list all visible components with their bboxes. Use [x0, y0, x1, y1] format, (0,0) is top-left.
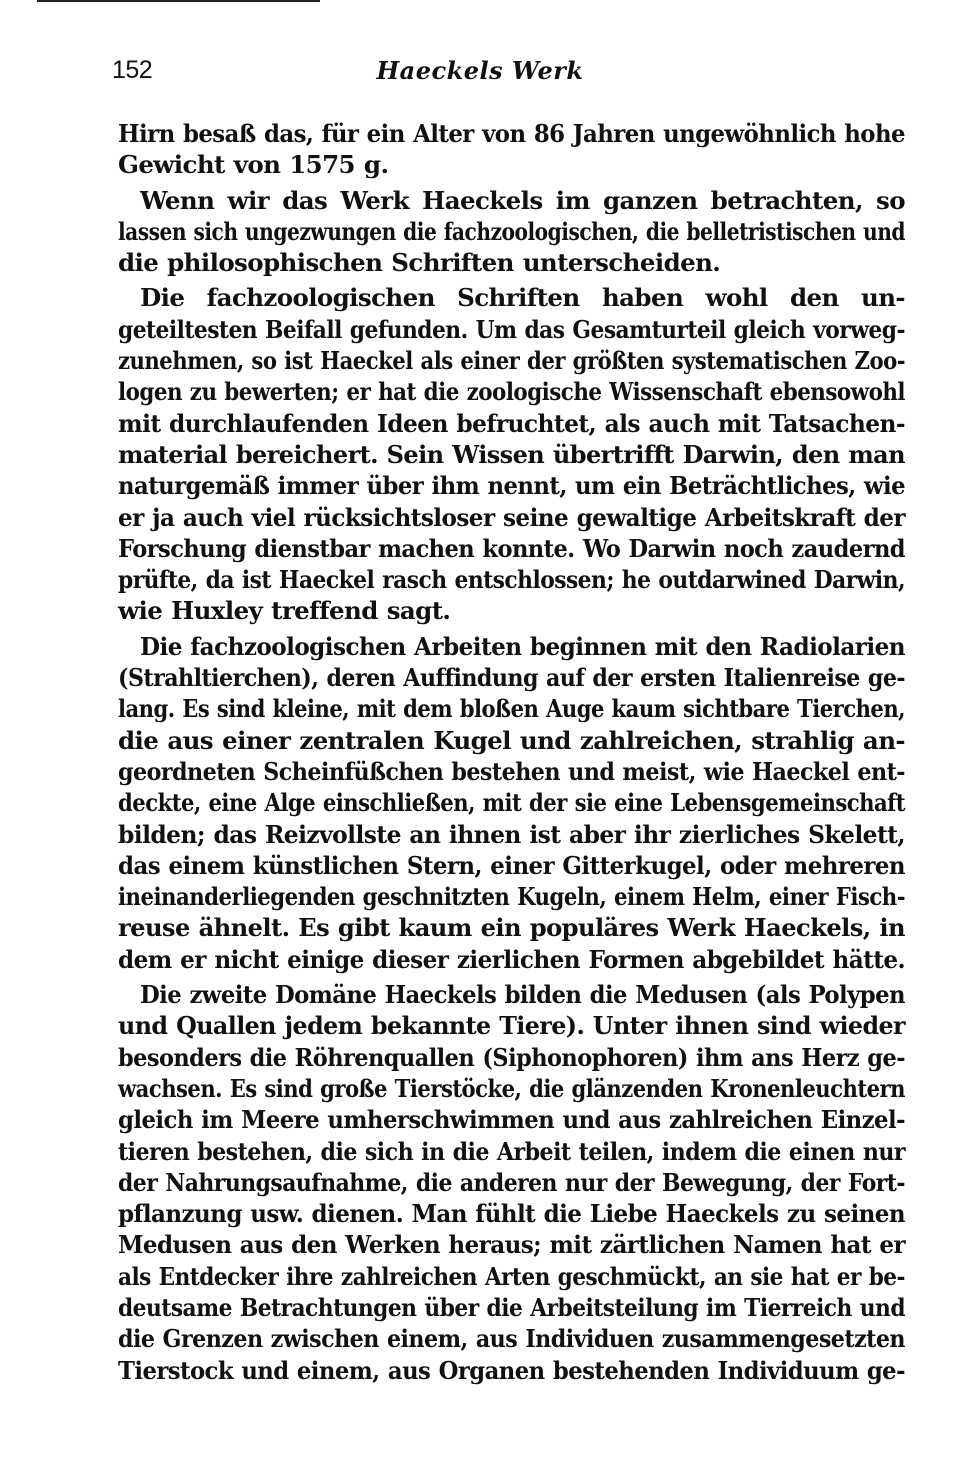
- text-line: deutsame Betrachtungen über die Arbeitsteilung im Tierreich und: [118, 1292, 906, 1322]
- text-line: naturgemäß immer über ihm nennt, um ein Beträchtliches, wie: [118, 471, 906, 501]
- text-line: Tierstock und einem, aus Organen bestehenden Individuum ge-: [118, 1355, 905, 1385]
- paragraph: [118, 631, 905, 975]
- text-line: lassen sich ungezwungen die fachzoologischen, die belletristischen und: [118, 216, 906, 246]
- paragraph: [118, 118, 905, 181]
- text-line: Die fachzoologischen Arbeiten beginnen mit den Radiolarien: [140, 631, 906, 661]
- text-line: als Entdecker ihre zahlreichen Arten geschmückt, an sie hat er be-: [118, 1261, 905, 1291]
- text-line: das einem künstlichen Stern, einer Gitterkugel, oder mehreren: [118, 850, 905, 880]
- text-line: material bereichert. Sein Wissen übertrifft Darwin, den man: [118, 439, 906, 469]
- text-line: die aus einer zentralen Kugel und zahlreichen, strahlig an-: [118, 725, 905, 755]
- text-line: Gewicht von 1575 g.: [118, 150, 389, 180]
- text-line: (Strahltierchen), deren Auffindung auf der ersten Italienreise ge-: [118, 663, 906, 693]
- running-head: Haeckels Werk: [376, 56, 584, 85]
- text-line: lang. Es sind kleine, mit dem bloßen Auge kaum sichtbare Tierchen,: [118, 694, 906, 724]
- scan-edge-rule: [37, 0, 320, 2]
- text-line: deckte, eine Alge einschließen, mit der sie eine Lebensgemeinschaft: [118, 788, 905, 818]
- text-line: reuse ähnelt. Es gibt kaum ein populäres Werk Haeckels, in: [118, 913, 905, 943]
- text-line: und Quallen jedem bekannte Tiere). Unter ihnen sind wieder: [118, 1011, 905, 1041]
- page-number: 152: [112, 56, 153, 84]
- text-line: ineinanderliegenden geschnitzten Kugeln, einem Helm, einer Fisch-: [118, 882, 906, 912]
- text-line: er ja auch viel rücksichtsloser seine gewaltige Arbeitskraft der: [118, 502, 906, 532]
- text-line: dem er nicht einige dieser zierlichen Formen abgebildet hätte.: [118, 944, 906, 974]
- text-line: Forschung dienstbar machen konnte. Wo Darwin noch zaudernd: [118, 533, 906, 563]
- text-line: Medusen aus den Werken heraus; mit zärtlichen Namen hat er: [118, 1230, 906, 1260]
- paragraph: [118, 185, 905, 279]
- paragraph: [118, 282, 905, 626]
- text-line: gleich im Meere umherschwimmen und aus zahlreichen Einzel-: [118, 1105, 906, 1135]
- text-line: prüfte, da ist Haeckel rasch entschlossen; he outdarwined Darwin,: [118, 565, 906, 595]
- paragraph: [118, 979, 905, 1386]
- body-text: [118, 118, 905, 1386]
- text-line: pflanzung usw. dienen. Man fühlt die Liebe Haeckels zu seinen: [118, 1199, 906, 1229]
- text-line: Die zweite Domäne Haeckels bilden die Medusen (als Polypen: [140, 980, 906, 1010]
- text-line: zunehmen, so ist Haeckel als einer der größten systematischen Zoo-: [118, 346, 905, 376]
- text-line: wie Huxley treffend sagt.: [118, 596, 451, 626]
- text-line: wachsen. Es sind große Tierstöcke, die glänzenden Kronenleuchtern: [118, 1073, 905, 1103]
- text-line: die Grenzen zwischen einem, aus Individuen zusammengesetzten: [118, 1324, 906, 1354]
- text-line: geteiltesten Beifall gefunden. Um das Gesamturteil gleich vorweg-: [118, 314, 905, 344]
- text-line: der Nahrungsaufnahme, die anderen nur der Bewegung, der Fort-: [118, 1167, 905, 1197]
- text-line: Die fachzoologischen Schriften haben wohl den un-: [140, 283, 905, 313]
- text-line: Wenn wir das Werk Haeckels im ganzen betrachten, so: [140, 185, 905, 215]
- text-line: bilden; das Reizvollste an ihnen ist aber ihr zierliches Skelett,: [118, 819, 905, 849]
- text-line: tieren bestehen, die sich in die Arbeit teilen, indem die einen nur: [118, 1136, 906, 1166]
- text-line: die philosophischen Schriften unterscheiden.: [118, 248, 721, 278]
- text-line: Hirn besaß das, für ein Alter von 86 Jahren ungewöhnlich hohe: [118, 119, 905, 148]
- text-line: geordneten Scheinfüßchen bestehen und meist, wie Haeckel ent-: [118, 756, 905, 786]
- text-line: logen zu bewerten; er hat die zoologische Wissenschaft ebensowohl: [118, 377, 906, 407]
- text-line: mit durchlaufenden Ideen befruchtet, als auch mit Tatsachen-: [118, 408, 905, 438]
- text-line: besonders die Röhrenquallen (Siphonophoren) ihm ans Herz ge-: [118, 1042, 905, 1072]
